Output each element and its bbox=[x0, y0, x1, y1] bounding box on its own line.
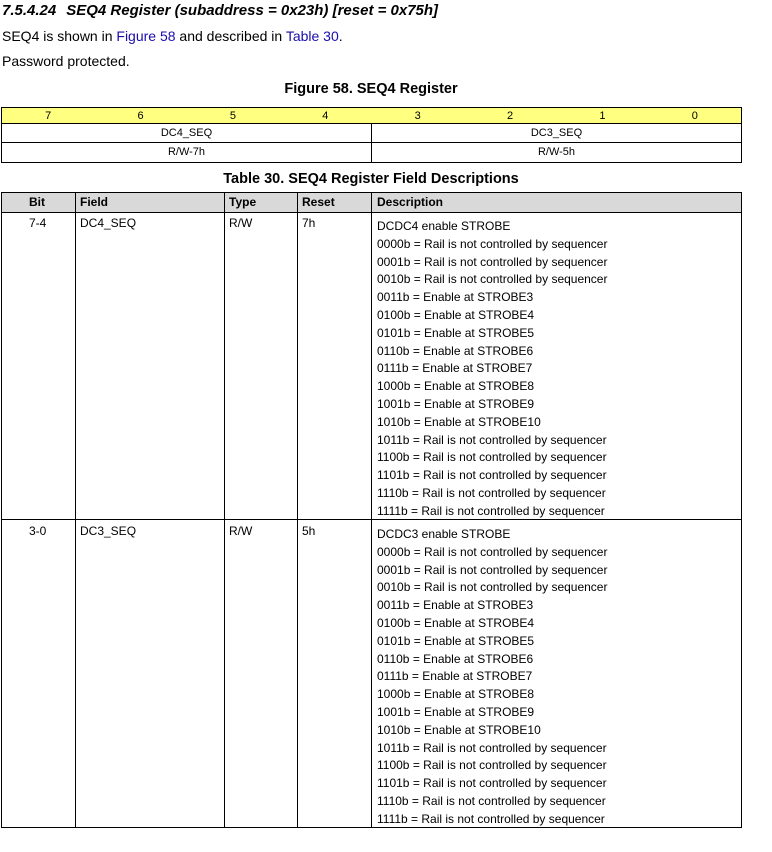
description-line: 1100b = Rail is not controlled by sequencer bbox=[377, 450, 607, 465]
row-reset: 7h bbox=[302, 216, 316, 230]
field-name-row bbox=[1, 124, 742, 143]
row-description bbox=[377, 526, 607, 829]
password-note: Password protected. bbox=[2, 53, 130, 69]
header-bit: Bit bbox=[29, 195, 45, 209]
column-divider bbox=[224, 193, 225, 827]
description-line: 1000b = Enable at STROBE8 bbox=[377, 379, 535, 394]
description-line: 0001b = Rail is not controlled by sequencer bbox=[377, 562, 608, 577]
row-type: R/W bbox=[229, 524, 253, 538]
field-name-cell: DC4_SEQ bbox=[160, 127, 213, 139]
header-field: Field bbox=[80, 195, 109, 209]
table-30-link[interactable]: Table 30 bbox=[285, 28, 339, 44]
description-line: 0111b = Enable at STROBE7 bbox=[377, 669, 533, 684]
field-access-row bbox=[1, 143, 742, 163]
description-line: 1101b = Rail is not controlled by sequencer bbox=[377, 468, 607, 483]
description-line: 0100b = Enable at STROBE4 bbox=[377, 615, 535, 630]
description-line: 0101b = Enable at STROBE5 bbox=[377, 633, 535, 648]
description-line: DCDC4 enable STROBE bbox=[377, 219, 511, 233]
description-line: 0010b = Rail is not controlled by sequencer bbox=[377, 580, 608, 595]
description-line: 1100b = Rail is not controlled by sequencer bbox=[377, 758, 607, 773]
description-line: 0100b = Enable at STROBE4 bbox=[377, 307, 535, 322]
row-divider bbox=[2, 519, 741, 520]
header-description: Description bbox=[377, 195, 444, 209]
section-title: SEQ4 Register (subaddress = 0x23h) [reset = 0x75h] bbox=[66, 2, 439, 19]
bit-label: 1 bbox=[599, 110, 606, 122]
intro-prefix: SEQ4 is shown in bbox=[2, 28, 117, 44]
bit-label: 0 bbox=[691, 110, 698, 122]
field-access-cell: R/W-5h bbox=[371, 143, 741, 162]
bit-label: 7 bbox=[45, 110, 52, 122]
row-field: DC3_SEQ bbox=[80, 524, 137, 538]
description-line: 1011b = Rail is not controlled by sequencer bbox=[377, 740, 607, 755]
description-line: 0011b = Enable at STROBE3 bbox=[377, 598, 534, 613]
figure-caption: Figure 58. SEQ4 Register bbox=[284, 81, 458, 97]
description-line: DCDC3 enable STROBE bbox=[377, 527, 511, 541]
description-line: 1001b = Enable at STROBE9 bbox=[377, 704, 535, 719]
row-field: DC4_SEQ bbox=[80, 216, 137, 230]
description-line: 0101b = Enable at STROBE5 bbox=[377, 325, 535, 340]
bit-label: 4 bbox=[322, 110, 329, 122]
field-access-cell: R/W-7h bbox=[167, 146, 206, 158]
description-line: 1000b = Enable at STROBE8 bbox=[377, 687, 535, 702]
column-divider bbox=[75, 193, 76, 827]
bit-label: 3 bbox=[414, 110, 421, 122]
register-figure bbox=[1, 107, 742, 163]
section-number: 7.5.4.24 bbox=[2, 2, 57, 19]
description-line: 0110b = Enable at STROBE6 bbox=[377, 343, 534, 358]
description-line: 1001b = Enable at STROBE9 bbox=[377, 396, 535, 411]
intro-suffix: . bbox=[338, 28, 343, 44]
intro-paragraph bbox=[2, 28, 343, 44]
description-line: 1011b = Rail is not controlled by sequencer bbox=[377, 432, 607, 447]
description-line: 1111b = Rail is not controlled by sequencer bbox=[377, 811, 605, 826]
bit-label: 2 bbox=[507, 110, 514, 122]
row-reset: 5h bbox=[302, 524, 316, 538]
bit-label: 5 bbox=[229, 110, 236, 122]
description-line: 1101b = Rail is not controlled by sequencer bbox=[377, 776, 607, 791]
intro-middle: and described in bbox=[175, 28, 286, 44]
description-line: 1010b = Enable at STROBE10 bbox=[377, 722, 541, 737]
section-heading bbox=[2, 2, 438, 19]
description-line: 0000b = Rail is not controlled by sequencer bbox=[377, 236, 608, 251]
description-line: 1110b = Rail is not controlled by sequencer bbox=[377, 793, 606, 808]
description-line: 0010b = Rail is not controlled by sequencer bbox=[377, 272, 608, 287]
bit-label: 6 bbox=[137, 110, 144, 122]
column-divider bbox=[297, 193, 298, 827]
description-line: 0000b = Rail is not controlled by sequencer bbox=[377, 544, 608, 559]
row-bit: 7-4 bbox=[29, 216, 47, 230]
table-caption: Table 30. SEQ4 Register Field Descriptions bbox=[223, 171, 519, 187]
description-line: 1111b = Rail is not controlled by sequencer bbox=[377, 503, 605, 518]
column-divider bbox=[371, 193, 372, 827]
bit-number-row bbox=[1, 107, 742, 124]
description-line: 1010b = Enable at STROBE10 bbox=[377, 414, 541, 429]
description-line: 0111b = Enable at STROBE7 bbox=[377, 361, 533, 376]
row-bit: 3-0 bbox=[29, 524, 47, 538]
field-name-cell: DC3_SEQ bbox=[371, 124, 741, 142]
row-description bbox=[377, 218, 607, 521]
description-line: 0011b = Enable at STROBE3 bbox=[377, 290, 534, 305]
header-reset: Reset bbox=[302, 195, 335, 209]
description-line: 1110b = Rail is not controlled by sequencer bbox=[377, 485, 606, 500]
figure-58-link[interactable]: Figure 58 bbox=[116, 28, 176, 44]
description-line: 0001b = Rail is not controlled by sequencer bbox=[377, 254, 608, 269]
header-type: Type bbox=[229, 195, 257, 209]
row-type: R/W bbox=[229, 216, 253, 230]
field-description-table bbox=[1, 192, 742, 828]
description-line: 0110b = Enable at STROBE6 bbox=[377, 651, 534, 666]
